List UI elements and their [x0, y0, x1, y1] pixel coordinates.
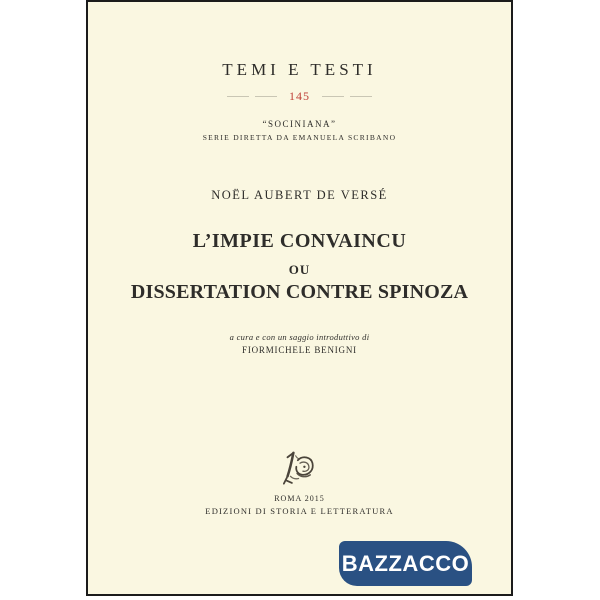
book-title-connector: OU [288, 262, 311, 277]
publisher-printers-mark-icon [278, 448, 322, 490]
series-subtitle: “SOCINIANA” [262, 119, 337, 129]
series-number-rule-right [322, 96, 372, 97]
seller-badge-label: BAZZACCO [341, 550, 470, 576]
book-cover [86, 0, 513, 596]
publisher-device [88, 448, 511, 495]
seller-badge [339, 541, 472, 586]
book-title-line1: L’IMPIE CONVAINCU [192, 230, 407, 252]
series-number: 145 [289, 89, 310, 103]
series-number-row [88, 89, 511, 104]
series-title: TEMI E TESTI [222, 60, 377, 79]
publisher-name: EDIZIONI DI STORIA E LETTERATURA [205, 506, 394, 516]
book-title-line2: DISSERTATION CONTRE SPINOZA [130, 281, 469, 303]
editor-intro-line: a cura e con un saggio introduttivo di [229, 332, 370, 342]
author-name: NOËL AUBERT DE VERSÉ [211, 188, 388, 202]
series-number-rule-left [227, 96, 277, 97]
editor-name: FIORMICHELE BENIGNI [242, 345, 357, 355]
series-editor-line: SERIE DIRETTA DA EMANUELA SCRIBANO [202, 133, 397, 142]
place-year: ROMA 2015 [274, 494, 325, 503]
